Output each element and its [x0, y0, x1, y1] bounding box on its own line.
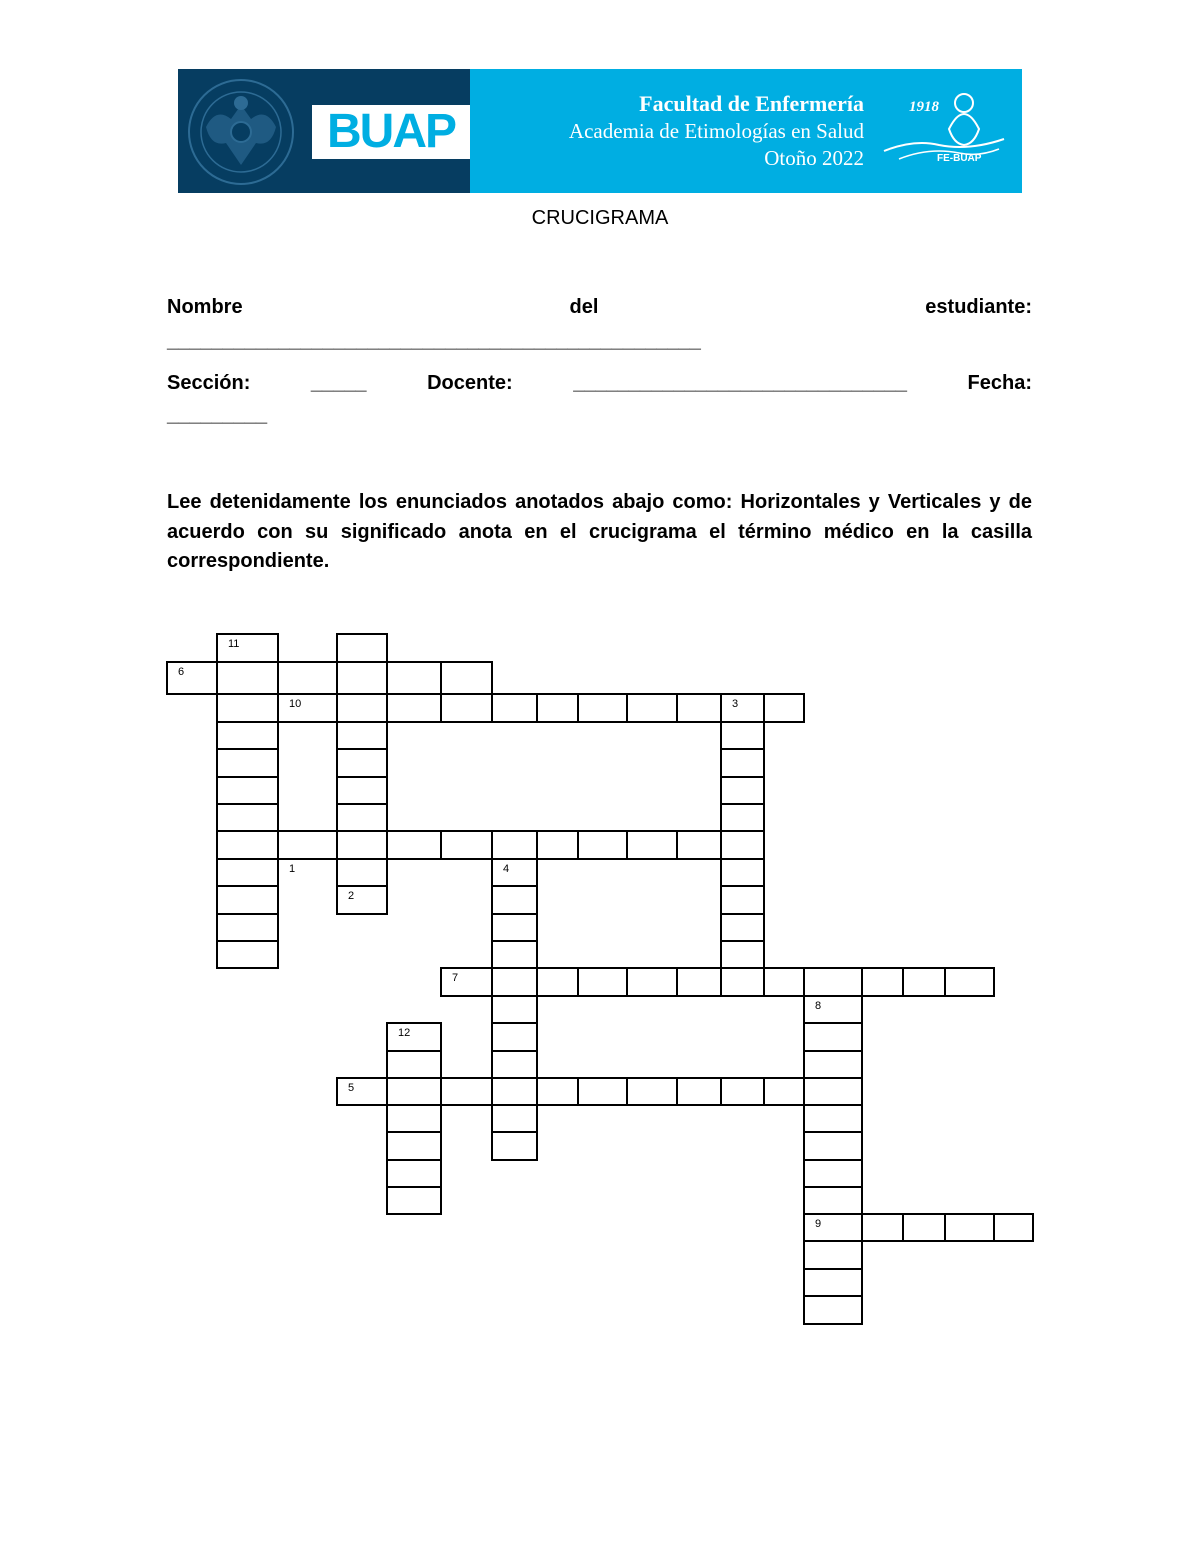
- crossword-cell[interactable]: [720, 913, 765, 942]
- crossword-cell[interactable]: [944, 967, 995, 997]
- crossword-cell[interactable]: [720, 776, 765, 805]
- crossword-cell[interactable]: [803, 967, 863, 997]
- crossword-cell[interactable]: [803, 1131, 863, 1161]
- crossword-cell[interactable]: [336, 776, 388, 805]
- crossword-cell[interactable]: [386, 1022, 442, 1052]
- crossword-cell[interactable]: [386, 1077, 442, 1106]
- crossword-cell[interactable]: [536, 693, 579, 723]
- instructions-paragraph: Lee detenidamente los enunciados anotados abajo como: Horizontales y Verticales y de acuerdo con su significado anota en el crucigrama el término médico en la casilla correspondiente.: [167, 491, 1032, 572]
- crossword-cell[interactable]: [336, 661, 388, 695]
- teacher-blank[interactable]: ______________________________: [573, 372, 907, 394]
- crossword-cell[interactable]: [386, 1186, 442, 1215]
- buap-logo-text: BUAP: [326, 105, 455, 158]
- crossword-cell[interactable]: [803, 1213, 863, 1242]
- crossword-cell[interactable]: [902, 967, 946, 997]
- crossword-cell[interactable]: [803, 1104, 863, 1133]
- clue-number: 2: [348, 890, 355, 902]
- student-name-row: [167, 296, 1032, 319]
- crossword-cell[interactable]: [720, 803, 765, 832]
- crossword-cell[interactable]: [491, 693, 538, 723]
- crossword-cell[interactable]: [676, 967, 722, 997]
- crossword-cell[interactable]: [386, 830, 442, 860]
- crossword-cell[interactable]: [386, 1131, 442, 1161]
- crossword-cell[interactable]: [720, 693, 765, 723]
- crossword-cell[interactable]: [803, 1022, 863, 1052]
- crossword-cell[interactable]: [676, 830, 722, 860]
- faculty-name: Facultad de Enfermería: [639, 91, 864, 116]
- crossword-cell[interactable]: [861, 967, 904, 997]
- banner-right-panel: [470, 69, 1022, 193]
- clue-number: 1: [289, 863, 296, 875]
- crossword-cell[interactable]: [491, 858, 538, 887]
- crossword-cell[interactable]: [386, 1104, 442, 1133]
- teacher-label: Docente:: [427, 372, 513, 394]
- crossword-cell[interactable]: [336, 1077, 388, 1106]
- crossword-cell[interactable]: [166, 661, 218, 695]
- crossword-cell[interactable]: [803, 1186, 863, 1215]
- document-title: CRUCIGRAMA: [531, 207, 669, 229]
- crossword-cell[interactable]: [720, 858, 765, 887]
- crossword-cell[interactable]: [386, 661, 442, 695]
- crossword-cell[interactable]: [676, 1077, 722, 1106]
- crossword-cell[interactable]: [216, 885, 279, 915]
- crossword-cell[interactable]: [336, 721, 388, 750]
- crossword-cell[interactable]: [803, 1050, 863, 1079]
- crossword-cell[interactable]: [216, 830, 279, 860]
- fe-buap-logo: [879, 89, 1014, 169]
- crossword-cell[interactable]: [803, 1295, 863, 1325]
- banner-left-panel: [178, 69, 470, 193]
- academy-name: Academia de Etimologías en Salud: [568, 119, 864, 143]
- buap-logo: [312, 105, 470, 159]
- crossword-cell[interactable]: [491, 1131, 538, 1161]
- clue-number: 5: [348, 1082, 355, 1094]
- crossword-cell[interactable]: [536, 967, 579, 997]
- crossword-cell[interactable]: [216, 748, 279, 778]
- crossword-cell[interactable]: [536, 1077, 579, 1106]
- crossword-cell[interactable]: [763, 967, 805, 997]
- crossword-cell[interactable]: [491, 995, 538, 1024]
- clue-number: 3: [732, 698, 739, 710]
- crossword-cell[interactable]: [577, 1077, 628, 1106]
- section-label: Sección:: [167, 372, 251, 394]
- crossword-cell[interactable]: [216, 693, 279, 723]
- crossword-cell[interactable]: [491, 940, 538, 969]
- university-seal-icon: [186, 77, 296, 187]
- crossword-cell[interactable]: [676, 693, 722, 723]
- crossword-cell[interactable]: [536, 830, 579, 860]
- crossword-cell[interactable]: [491, 1104, 538, 1133]
- crossword-cell[interactable]: [720, 1077, 765, 1106]
- crossword-cell[interactable]: [336, 830, 388, 860]
- crossword-cell[interactable]: [277, 830, 338, 860]
- name-label-3: estudiante:: [925, 296, 1032, 318]
- info-row: [167, 372, 1032, 395]
- crossword-cell[interactable]: [626, 967, 678, 997]
- clue-number: 9: [815, 1218, 822, 1230]
- crossword-cell[interactable]: [720, 748, 765, 778]
- crossword-cell[interactable]: [803, 995, 863, 1024]
- crossword-cell[interactable]: [803, 1240, 863, 1270]
- crossword-cell[interactable]: [902, 1213, 946, 1242]
- crossword-cell[interactable]: [216, 633, 279, 663]
- crossword-cell[interactable]: [386, 1050, 442, 1079]
- crossword-cell[interactable]: [336, 803, 388, 832]
- crossword-cell[interactable]: [720, 721, 765, 750]
- clue-number: 11: [228, 638, 240, 650]
- crossword-cell[interactable]: [763, 1077, 805, 1106]
- crossword-cell[interactable]: [440, 1077, 493, 1106]
- date-label: Fecha:: [967, 372, 1032, 394]
- crossword-cell[interactable]: [216, 803, 279, 832]
- clue-number: 4: [503, 863, 510, 875]
- crossword-cell[interactable]: [861, 1213, 904, 1242]
- clue-number: 7: [452, 972, 459, 984]
- crossword-cell[interactable]: [216, 913, 279, 942]
- crossword-cell[interactable]: [993, 1213, 1034, 1242]
- crossword-cell[interactable]: [577, 830, 628, 860]
- crossword-cell[interactable]: [491, 1050, 538, 1079]
- student-name-blank[interactable]: ________________________________________________: [167, 330, 701, 352]
- crossword-cell[interactable]: [216, 776, 279, 805]
- crossword-cell[interactable]: [336, 693, 388, 723]
- crossword-cell[interactable]: [803, 1159, 863, 1188]
- clue-number: 10: [289, 698, 302, 710]
- crossword-cell[interactable]: [491, 913, 538, 942]
- clue-number: 12: [398, 1027, 411, 1039]
- crossword-cell[interactable]: [336, 885, 388, 915]
- crossword-cell[interactable]: [626, 830, 678, 860]
- logo-name: FE-BUAP: [937, 153, 982, 164]
- crossword-cell[interactable]: [216, 858, 279, 887]
- name-label-1: Nombre: [167, 296, 243, 318]
- crossword-cell[interactable]: [720, 940, 765, 969]
- crossword-cell[interactable]: [803, 1268, 863, 1297]
- logo-year: 1918: [909, 99, 939, 115]
- crossword-cell[interactable]: [386, 1159, 442, 1188]
- crossword-cell[interactable]: [491, 885, 538, 915]
- crossword-cell[interactable]: [440, 661, 493, 695]
- crossword-cell[interactable]: [763, 693, 805, 723]
- clue-number: 6: [178, 666, 185, 678]
- crossword-cell[interactable]: [720, 885, 765, 915]
- crossword-cell[interactable]: [577, 967, 628, 997]
- clue-number: 8: [815, 1000, 822, 1012]
- crossword-cell[interactable]: [336, 748, 388, 778]
- crossword-cell[interactable]: [720, 830, 765, 860]
- date-blank[interactable]: _________: [167, 404, 268, 426]
- crossword-cell[interactable]: [386, 693, 442, 723]
- header-banner: [178, 69, 1022, 193]
- crossword-cell[interactable]: [944, 1213, 995, 1242]
- crossword-cell[interactable]: [440, 830, 493, 860]
- crossword-cell[interactable]: [336, 858, 388, 887]
- crossword-cell[interactable]: [277, 661, 338, 695]
- crossword-cell[interactable]: [626, 1077, 678, 1106]
- crossword-cell[interactable]: [440, 693, 493, 723]
- crossword-cell[interactable]: [216, 661, 279, 695]
- crossword-cell[interactable]: [720, 967, 765, 997]
- crossword-cell[interactable]: [577, 693, 628, 723]
- crossword-cell[interactable]: [491, 967, 538, 997]
- crossword-cell[interactable]: [626, 693, 678, 723]
- crossword-cell[interactable]: [277, 693, 338, 723]
- crossword-cell[interactable]: [803, 1077, 863, 1106]
- crossword-cell[interactable]: [491, 1077, 538, 1106]
- name-label-2: del: [569, 296, 599, 318]
- section-blank[interactable]: _____: [310, 372, 367, 394]
- crossword-cell[interactable]: [491, 1022, 538, 1052]
- crossword-cell[interactable]: [216, 940, 279, 969]
- crossword-cell[interactable]: [440, 967, 493, 997]
- term-label: Otoño 2022: [764, 146, 864, 170]
- crossword-cell[interactable]: [491, 830, 538, 860]
- crossword-cell[interactable]: [216, 721, 279, 750]
- crossword-cell[interactable]: [336, 633, 388, 663]
